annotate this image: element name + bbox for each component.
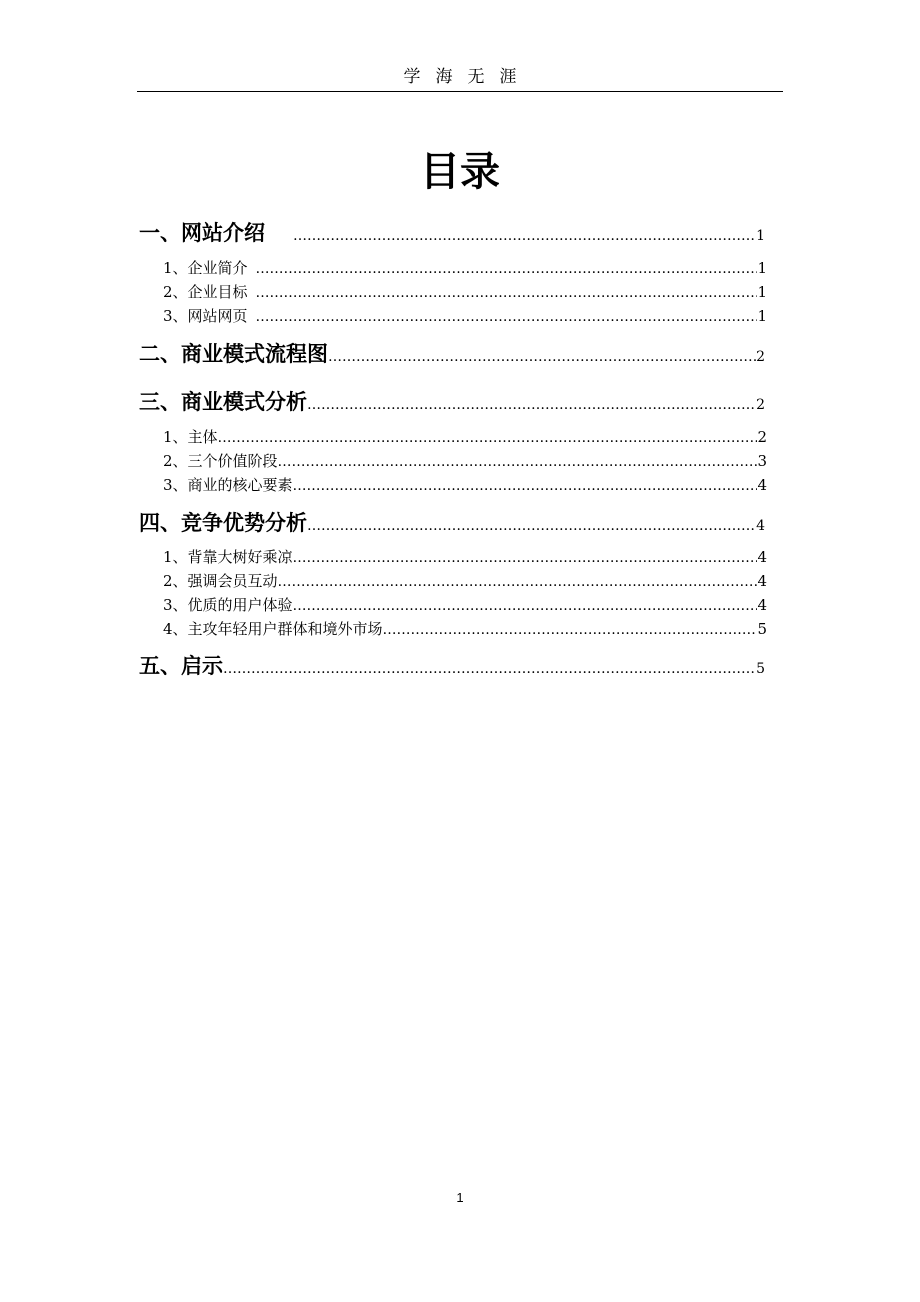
dot-leader	[278, 571, 758, 593]
page-number: 1	[456, 1190, 464, 1205]
toc-page-number: 5	[756, 661, 765, 677]
dot-leader	[307, 391, 756, 419]
header-rule	[137, 91, 783, 92]
toc-page-number: 4	[757, 476, 767, 494]
toc-label: 1、企业简介	[163, 259, 248, 277]
dot-leader	[218, 427, 758, 449]
toc-page-number: 4	[757, 572, 767, 590]
dot-leader	[223, 655, 756, 683]
toc-label: 3、商业的核心要素	[163, 476, 293, 494]
toc-page-number: 5	[757, 620, 767, 638]
toc-page-number: 4	[757, 596, 767, 614]
toc-entry-section-2[interactable]	[139, 340, 765, 371]
toc-entry-1-2[interactable]	[163, 281, 767, 304]
toc-page-number: 2	[756, 397, 765, 413]
toc-entry-3-3[interactable]	[163, 474, 767, 497]
toc-entry-section-5[interactable]	[139, 652, 765, 683]
toc-page-number: 4	[757, 548, 767, 566]
dot-leader	[293, 595, 758, 617]
dot-leader	[278, 451, 758, 473]
dot-leader	[256, 282, 758, 304]
toc-label: 1、背靠大树好乘凉	[163, 548, 293, 566]
page-header: 学海无涯	[403, 67, 532, 87]
toc-page-number: 3	[757, 452, 767, 470]
toc-entry-section-3[interactable]	[139, 388, 765, 419]
dot-leader	[293, 475, 758, 497]
toc-label: 一、网站介绍	[139, 220, 265, 245]
dot-leader	[293, 547, 758, 569]
toc-entry-section-1[interactable]	[139, 219, 765, 250]
toc-page-number: 1	[756, 228, 765, 244]
toc-entry-1-3[interactable]	[163, 305, 767, 328]
toc-label: 3、网站网页	[163, 307, 248, 325]
dot-leader	[293, 222, 756, 250]
dot-leader	[307, 512, 756, 540]
page-title: 目录	[420, 148, 500, 195]
toc-entry-4-4[interactable]	[163, 618, 767, 641]
toc-entry-4-3[interactable]	[163, 594, 767, 617]
toc-page-number: 2	[757, 428, 767, 446]
toc-page-number: 1	[757, 307, 767, 325]
toc-label: 三、商业模式分析	[139, 389, 307, 414]
toc-label: 五、启示	[139, 653, 223, 678]
toc-page-number: 1	[757, 283, 767, 301]
toc-label: 四、竞争优势分析	[139, 510, 307, 535]
toc-page-number: 4	[756, 518, 765, 534]
toc-page-number: 2	[756, 349, 765, 365]
toc-entry-section-4[interactable]	[139, 509, 765, 540]
toc-entry-3-2[interactable]	[163, 450, 767, 473]
dot-leader	[328, 343, 756, 371]
dot-leader	[256, 306, 758, 328]
toc-label: 2、企业目标	[163, 283, 248, 301]
toc-entry-1-1[interactable]	[163, 257, 767, 280]
toc-page-number: 1	[757, 259, 767, 277]
toc-label: 1、主体	[163, 428, 218, 446]
toc-label: 3、优质的用户体验	[163, 596, 293, 614]
dot-leader	[256, 258, 758, 280]
toc-label: 2、强调会员互动	[163, 572, 278, 590]
toc-entry-4-1[interactable]	[163, 546, 767, 569]
toc-label: 4、主攻年轻用户群体和境外市场	[163, 620, 383, 638]
toc-label: 二、商业模式流程图	[139, 341, 328, 366]
toc-label: 2、三个价值阶段	[163, 452, 278, 470]
dot-leader	[383, 619, 758, 641]
toc-entry-3-1[interactable]	[163, 426, 767, 449]
toc-entry-4-2[interactable]	[163, 570, 767, 593]
